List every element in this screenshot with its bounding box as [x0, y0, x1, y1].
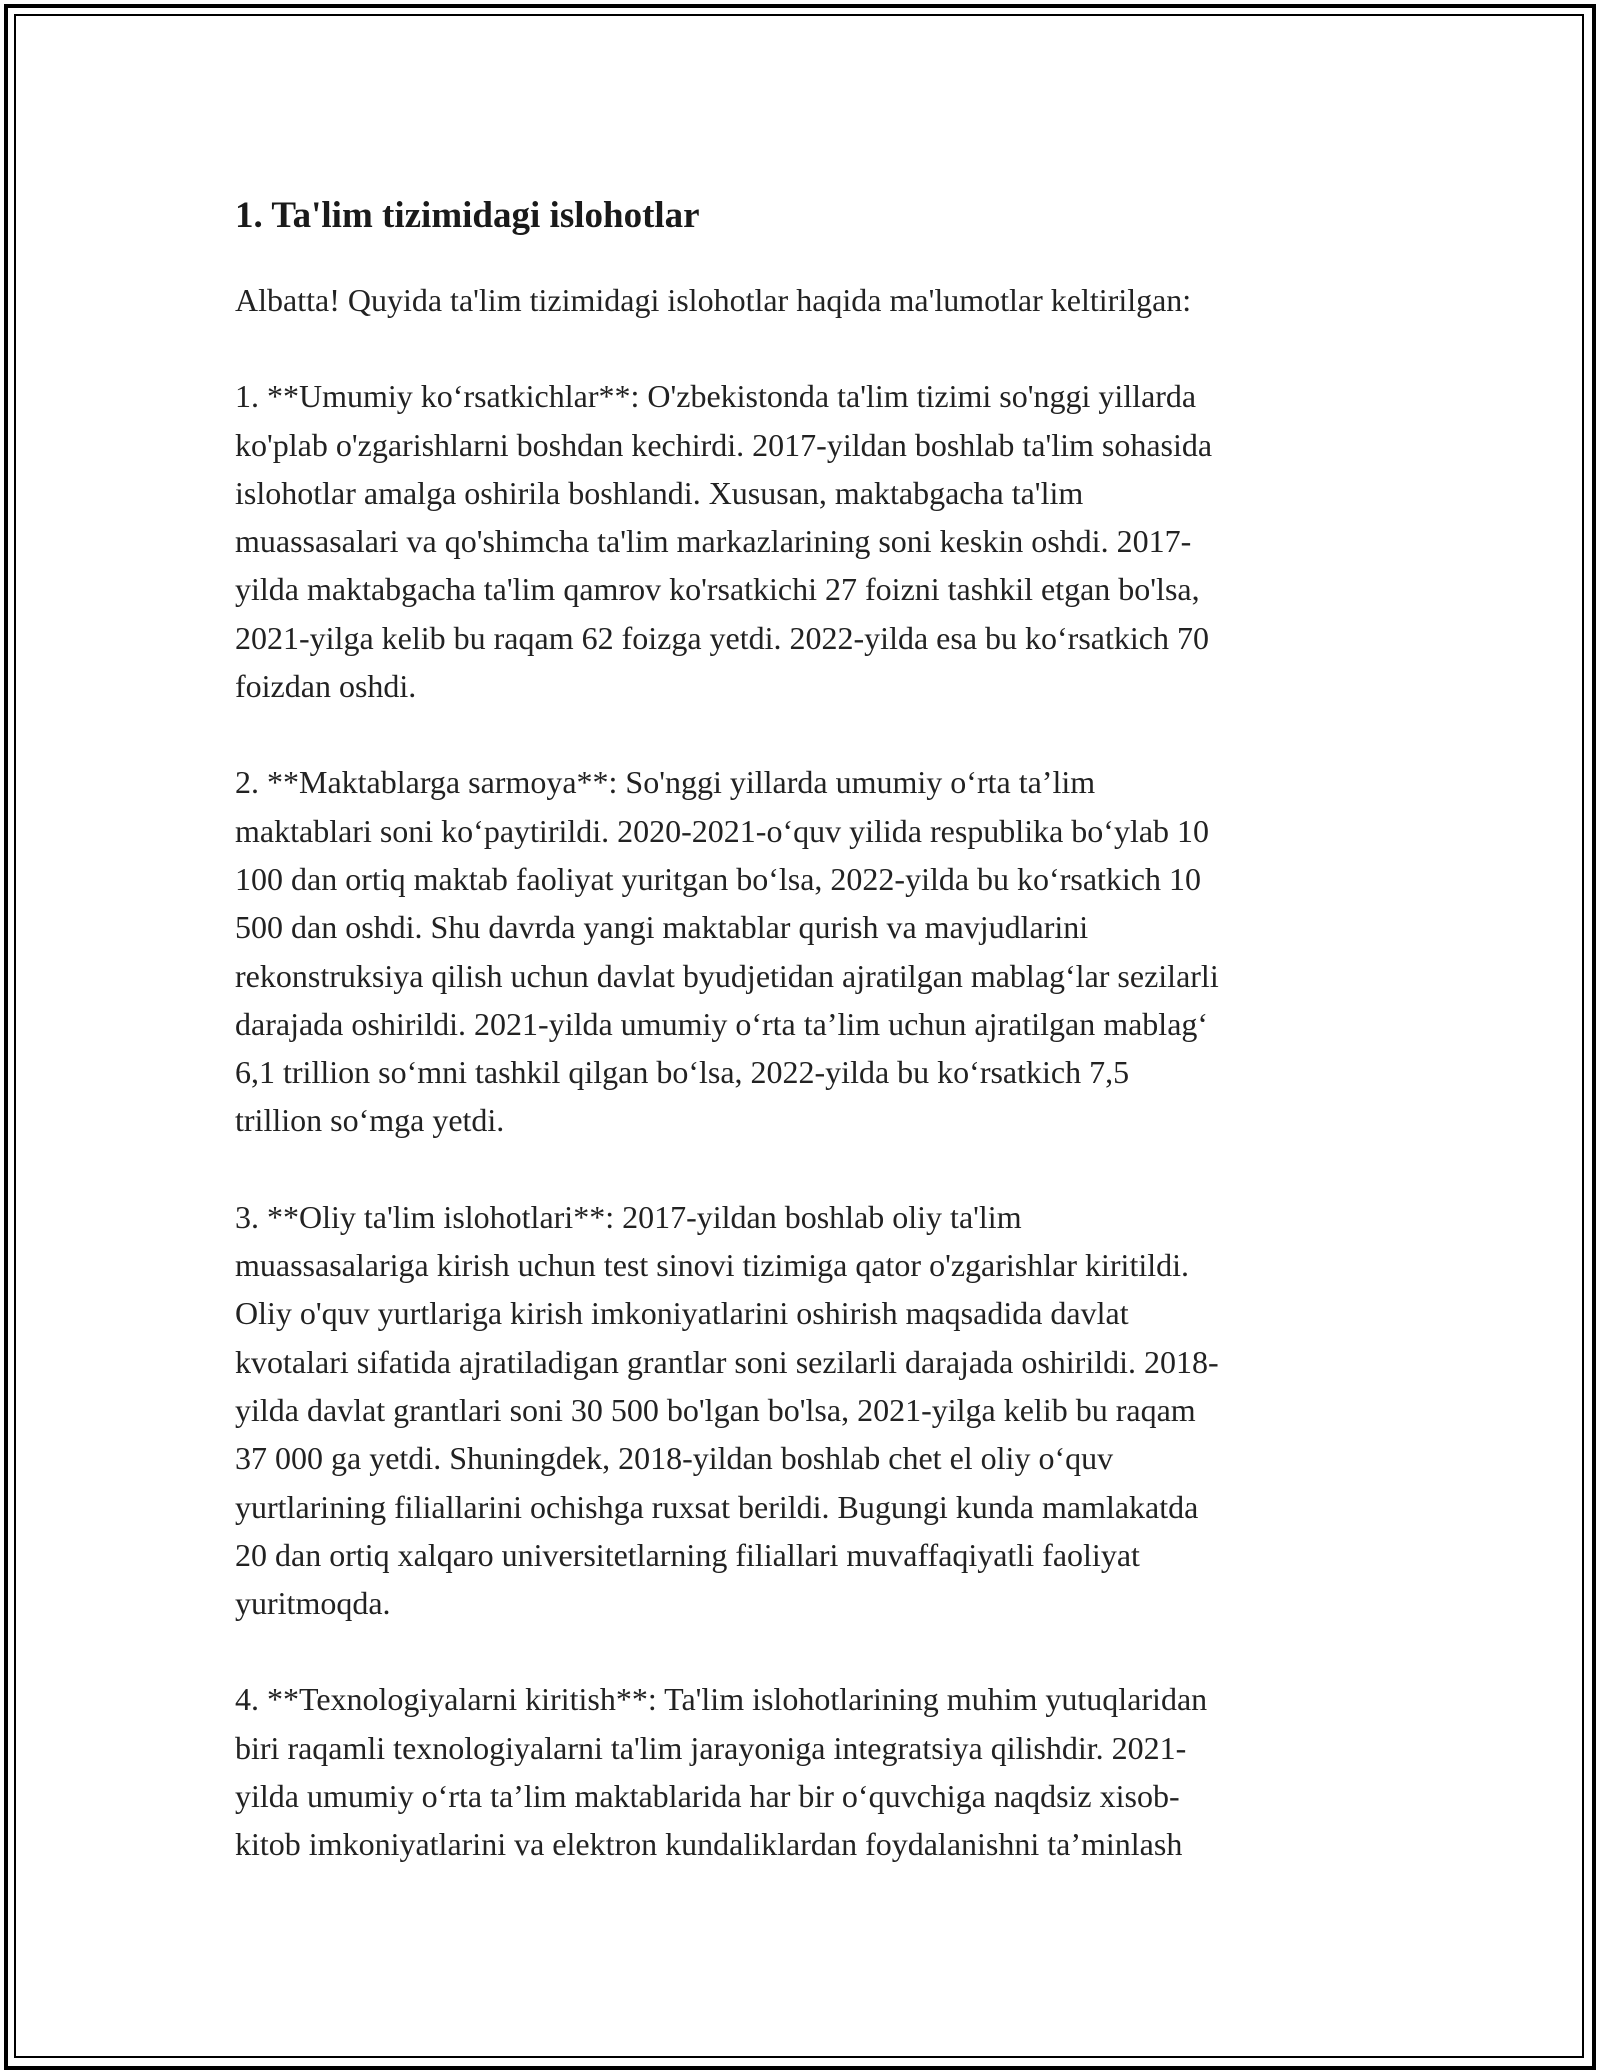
document-body: [235, 188, 1370, 1917]
section-paragraph-3: 3. **Oliy ta'lim islohotlari**: 2017-yildan boshlab oliy ta'lim muassasalariga kirish uchun test sinovi tizimiga qator o'zgarishlar kiritildi. Oliy o'quv yurtlariga kirish imkoniyatlarini oshirish maqsadida davlat kvotalari sifatida ajratiladigan grantlar soni sezilarli darajada oshirildi. 2018- yilda davlat grantlari soni 30 500 bo'lgan bo'lsa, 2021-yilga kelib bu raqam 37 000 ga yetdi. Shuningdek, 2018-yildan boshlab chet el oliy oʻquv yurtlarining filiallarini ochishga ruxsat berildi. Bugungi kunda mamlakatda 20 dan ortiq xalqaro universitetlarning filiallari muvaffaqiyatli faoliyat yuritmoqda.: [235, 1198, 1219, 1622]
intro-paragraph: Albatta! Quyida ta'lim tizimidagi islohotlar haqida ma'lumotlar keltirilgan:: [235, 282, 1192, 318]
section-paragraph-4: 4. **Texnologiyalarni kiritish**: Ta'lim islohotlarining muhim yutuqlaridan biri raqamli texnologiyalarni ta'lim jarayoniga integratsiya qilishdir. 2021- yilda umumiy oʻrta ta’lim maktablarida har bir oʻquvchiga naqdsiz xisob- kitob imkoniyatlarini va elektron kundaliklardan foydalanishni ta’minlash: [235, 1681, 1208, 1863]
document-heading: 1. Ta'lim tizimidagi islohotlar: [235, 195, 700, 236]
section-paragraph-1: 1. **Umumiy koʻrsatkichlar**: O'zbekistonda ta'lim tizimi so'nggi yillarda ko'plab o'zgarishlarni boshdan kechirdi. 2017-yildan boshlab ta'lim sohasida islohotlar amalga oshirila boshlandi. Xususan, maktabgacha ta'lim muassasalari va qo'shimcha ta'lim markazlarining soni keskin oshdi. 2017- yilda maktabgacha ta'lim qamrov ko'rsatkichi 27 foizni tashkil etgan bo'lsa, 2021-yilga kelib bu raqam 62 foizga yetdi. 2022-yilda esa bu koʻrsatkich 70 foizdan oshdi.: [235, 378, 1213, 705]
section-paragraph-2: 2. **Maktablarga sarmoya**: So'nggi yillarda umumiy oʻrta ta’lim maktablari soni koʻpaytirildi. 2020-2021-oʻquv yilida respublika boʻylab 10 100 dan ortiq maktab faoliyat yuritgan boʻlsa, 2022-yilda bu koʻrsatkich 10 500 dan oshdi. Shu davrda yangi maktablar qurish va mavjudlarini rekonstruksiya qilish uchun davlat byudjetidan ajratilgan mablagʻlar sezilarli darajada oshirildi. 2021-yilda umumiy oʻrta ta’lim uchun ajratilgan mablagʻ 6,1 trillion soʻmni tashkil qilgan boʻlsa, 2022-yilda bu koʻrsatkich 7,5 trillion soʻmga yetdi.: [235, 764, 1219, 1139]
